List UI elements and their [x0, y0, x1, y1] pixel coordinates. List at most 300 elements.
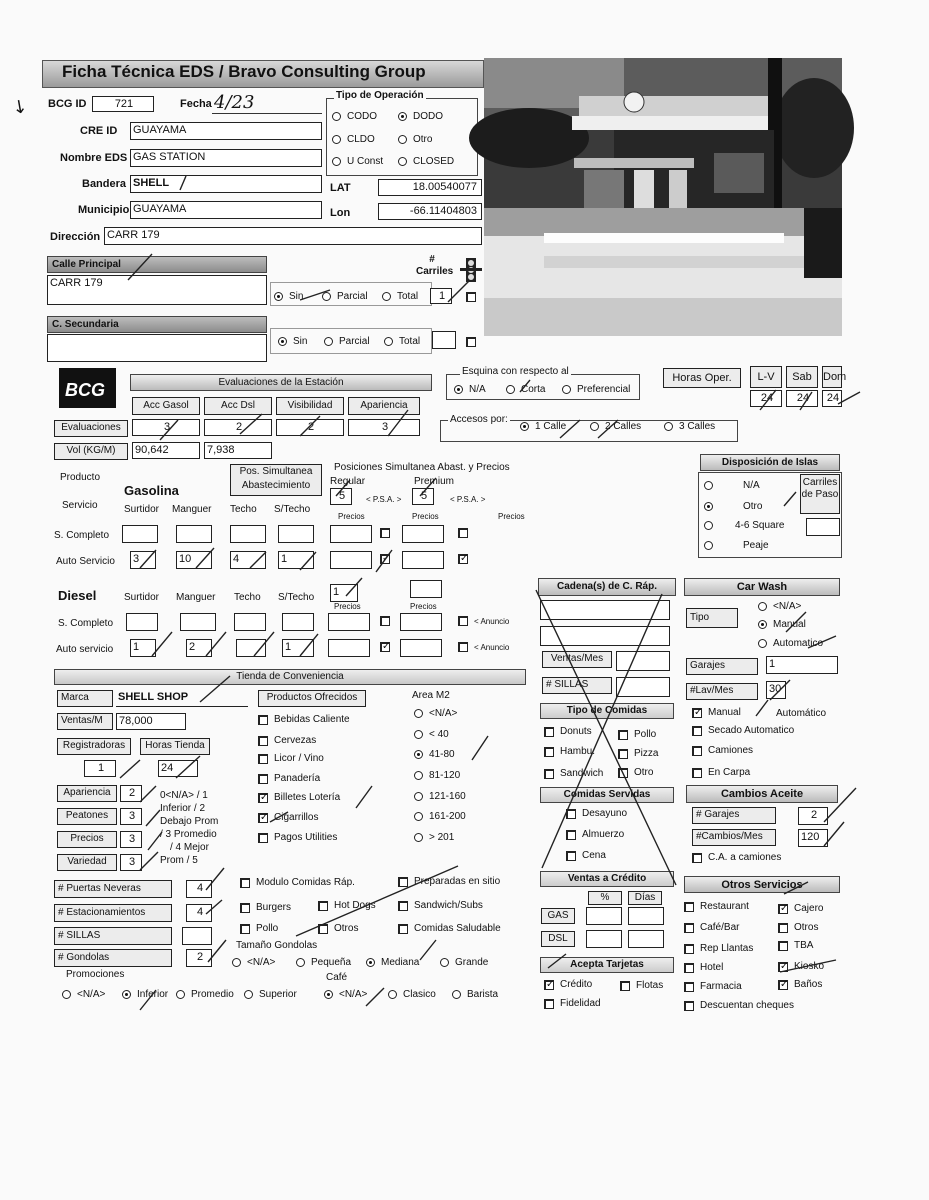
- checkbox-icon: [544, 747, 554, 757]
- dsl-s-completo-label: S. Completo: [58, 618, 114, 629]
- radio-icon: [414, 812, 423, 821]
- cafe-na[interactable]: <N/A>: [324, 989, 367, 1000]
- accesos-3calles[interactable]: 3 Calles: [664, 421, 715, 432]
- calle-secundaria-field[interactable]: [47, 334, 267, 362]
- radio-icon: [382, 292, 391, 301]
- bcg-id-label: BCG ID: [48, 98, 87, 110]
- calle-principal-header: Calle Principal: [47, 256, 267, 273]
- gas-as-techo[interactable]: 4: [230, 551, 266, 569]
- credito-gas-dias[interactable]: [628, 907, 664, 925]
- dsl-sc-precio-2[interactable]: [400, 613, 442, 631]
- col-stecho: S/Techo: [274, 504, 311, 515]
- cadena-ventas-label: Ventas/Mes: [542, 651, 612, 668]
- radio-icon: [384, 337, 393, 346]
- gas-sc-premium-anuncio[interactable]: [458, 528, 468, 538]
- radio-selected-icon: [520, 422, 529, 431]
- nombre-field[interactable]: GAS STATION: [130, 149, 322, 167]
- dsl-sc-stecho[interactable]: [282, 613, 314, 631]
- checkbox-icon: [566, 809, 576, 819]
- servicio-farmacia[interactable]: Farmacia: [684, 981, 742, 992]
- radio-selected-icon: [704, 502, 713, 511]
- calle-principal-checkbox[interactable]: [466, 292, 476, 302]
- carriles-secundaria-field[interactable]: [432, 331, 456, 349]
- area-81-120[interactable]: 81-120: [414, 770, 460, 781]
- tienda-header: Tienda de Conveniencia: [54, 669, 526, 685]
- carwash-lav-field[interactable]: 30: [766, 681, 786, 699]
- bandera-field[interactable]: SHELL: [130, 175, 322, 193]
- dsl-col-manguer: Manguer: [176, 592, 216, 603]
- eval-acc-dsl[interactable]: 2: [204, 419, 272, 436]
- tipo-op-cldo[interactable]: CLDO: [332, 134, 375, 145]
- dsl-as-precio-2[interactable]: [400, 639, 442, 657]
- dsl-sc-precio[interactable]: [328, 613, 370, 631]
- esquina-preferencial[interactable]: Preferencial: [562, 384, 630, 395]
- fecha-label: Fecha: [180, 98, 212, 110]
- gas-as-premium-anuncio[interactable]: ✓: [460, 553, 469, 564]
- radio-selected-icon: [758, 620, 767, 629]
- dsl-sc-techo[interactable]: [234, 613, 266, 631]
- cafe-barista[interactable]: Barista: [452, 989, 498, 1000]
- anuncio-label-1: < Anuncio: [474, 617, 510, 626]
- checkbox-icon: [684, 902, 694, 912]
- calle-principal-field[interactable]: CARR 179: [47, 275, 267, 305]
- checkbox-checked-icon: ✓: [694, 706, 703, 718]
- checkbox-icon: [240, 924, 250, 934]
- area-lt40[interactable]: < 40: [414, 729, 449, 740]
- comida-hotdogs[interactable]: Hot Dogs: [318, 900, 376, 911]
- traffic-light-icon: [460, 258, 482, 285]
- direccion-field[interactable]: CARR 179: [104, 227, 482, 245]
- horas-tienda-field[interactable]: 24: [158, 760, 198, 777]
- radio-icon: [388, 990, 397, 999]
- eval-apariencia[interactable]: 3: [348, 419, 420, 436]
- servida-almuerzo[interactable]: Almuerzo: [566, 829, 624, 840]
- area-121-160[interactable]: 121-160: [414, 791, 466, 802]
- station-photo: [484, 58, 842, 336]
- aceite-cambios-label: #Cambios/Mes: [692, 829, 776, 846]
- servicio-kiosko[interactable]: ✓ Kiosko: [780, 960, 825, 972]
- dsl-col-techo: Techo: [234, 592, 261, 603]
- cadena-field-2[interactable]: [540, 626, 670, 646]
- radio-icon: [440, 958, 449, 967]
- cadena-hamburg[interactable]: Hambu.: [544, 746, 595, 757]
- puertas-field[interactable]: 4: [186, 880, 212, 898]
- row-evaluaciones-label: Evaluaciones: [54, 420, 128, 437]
- vol-gasol[interactable]: 90,642: [132, 442, 200, 459]
- area-title: Area M2: [412, 690, 450, 701]
- dsl-sc-surtidor[interactable]: [126, 613, 158, 631]
- radio-icon: [506, 385, 515, 394]
- carwash-lav-label: #Lav/Mes: [686, 683, 758, 700]
- tarjeta-flotas[interactable]: Flotas: [620, 980, 663, 991]
- cadena-pizza[interactable]: Pizza: [618, 748, 658, 759]
- lat-label: LAT: [330, 182, 351, 194]
- diesel-title: Diesel: [58, 588, 97, 603]
- gas-premium-psa[interactable]: 5: [412, 488, 434, 505]
- calle-secundaria-header: C. Secundaria: [47, 316, 267, 333]
- precios-label-3: Precios: [498, 512, 525, 521]
- rating-precios[interactable]: 3: [120, 831, 142, 848]
- tarjeta-credito[interactable]: ✓ Crédito: [546, 978, 593, 990]
- cadena-sillas-field[interactable]: [616, 677, 670, 697]
- radio-icon: [562, 385, 571, 394]
- marca-field[interactable]: SHELL SHOP: [116, 690, 248, 707]
- credito-dsl-dias[interactable]: [628, 930, 664, 948]
- rating-variedad[interactable]: 3: [120, 854, 142, 871]
- disposicion-peaje[interactable]: Peaje: [704, 540, 769, 551]
- aceite-header: Cambios Aceite: [686, 785, 838, 803]
- cadena-pollo[interactable]: Pollo: [618, 729, 656, 740]
- estacionamientos-label: # Estacionamientos: [54, 904, 172, 922]
- registradoras-label: Registradoras: [57, 738, 131, 755]
- col-visibilidad: Visibilidad: [276, 397, 344, 415]
- producto-label: Producto: [60, 472, 101, 483]
- disposicion-na[interactable]: N/A: [704, 480, 760, 491]
- ventas-field[interactable]: 78,000: [116, 713, 186, 730]
- dsl-as-precio[interactable]: [328, 639, 370, 657]
- carwash-garajes-field[interactable]: 1: [766, 656, 838, 674]
- col-acc-gasol: Acc Gasol: [132, 397, 200, 415]
- carriles-principal-field[interactable]: 1: [430, 288, 452, 304]
- cadena-donuts[interactable]: Donuts: [544, 726, 592, 737]
- dsl-as-stecho[interactable]: 1: [282, 639, 314, 657]
- producto-licor[interactable]: Licor / Vino: [258, 753, 324, 764]
- checkbox-icon: [692, 726, 702, 736]
- calle-principal-parcial[interactable]: Parcial: [322, 291, 368, 302]
- comida-sandwich[interactable]: Sandwich/Subs: [398, 900, 483, 911]
- servicio-hotel[interactable]: Hotel: [684, 962, 723, 973]
- horas-lv-label: L-V: [750, 366, 782, 388]
- esquina-na[interactable]: N/A: [454, 384, 486, 395]
- pos-precios-label: Posiciones Simultanea Abast. y Precios: [334, 462, 510, 473]
- carwash-carpa[interactable]: En Carpa: [692, 767, 750, 778]
- radio-icon: [332, 112, 341, 121]
- scale-line-5: / 4 Mejor: [170, 842, 209, 853]
- tipo-op-codo[interactable]: CODO: [332, 111, 377, 122]
- comida-saludable[interactable]: Comidas Saludable: [398, 923, 501, 934]
- accesos-1calle[interactable]: 1 Calle: [520, 421, 566, 432]
- col-apariencia: Apariencia: [348, 397, 420, 415]
- dsl-auto-servicio-label: Auto servicio: [56, 644, 114, 655]
- cre-id-field[interactable]: GUAYAMA: [130, 122, 322, 140]
- calle-secundaria-sin[interactable]: Sin: [278, 336, 307, 347]
- evaluaciones-header: Evaluaciones de la Estación: [130, 374, 432, 391]
- comida-pollo[interactable]: Pollo: [240, 923, 278, 934]
- carwash-manual-cb[interactable]: ✓ Manual: [694, 706, 741, 718]
- esquina-corta[interactable]: Corta: [506, 384, 545, 395]
- carwash-na[interactable]: <N/A>: [758, 601, 801, 612]
- gas-as-surtidor[interactable]: 3: [130, 551, 156, 569]
- producto-cigarrillos[interactable]: ✓ Cigarrillos: [260, 811, 319, 823]
- dsl-psa[interactable]: 1: [330, 584, 358, 602]
- servicio-banos[interactable]: ✓ Baños: [780, 978, 823, 990]
- checkbox-icon: [618, 768, 628, 778]
- radio-icon: [414, 771, 423, 780]
- tamano-grande[interactable]: Grande: [440, 957, 488, 968]
- precios-label-2: Precios: [412, 512, 439, 521]
- producto-cervezas[interactable]: Cervezas: [258, 735, 316, 746]
- checkbox-checked-icon: ✓: [780, 902, 789, 914]
- scale-line-6: Prom / 5: [160, 855, 198, 866]
- credito-dias-label: Días: [628, 891, 662, 905]
- servicio-tba[interactable]: TBA: [778, 940, 813, 951]
- eval-visibilidad[interactable]: 2: [276, 419, 344, 436]
- scale-line-2: Inferior / 2: [160, 803, 206, 814]
- accesos-2calles[interactable]: 2 Calles: [590, 421, 641, 432]
- cadena-otro[interactable]: Otro: [618, 767, 653, 778]
- cadena-ventas-field[interactable]: [616, 651, 670, 671]
- carwash-manual[interactable]: Manual: [758, 619, 806, 630]
- servicio-restaurant[interactable]: Restaurant: [684, 901, 749, 912]
- gas-as-regular-precio[interactable]: [330, 551, 372, 569]
- cafe-clasico[interactable]: Clasico: [388, 989, 436, 1000]
- tamano-na[interactable]: <N/A>: [232, 957, 275, 968]
- checkbox-icon: [258, 736, 268, 746]
- bcg-id-field[interactable]: 721: [92, 96, 154, 112]
- radio-selected-icon: [278, 337, 287, 346]
- disposicion-otro[interactable]: Otro: [704, 501, 762, 512]
- checkbox-icon: [684, 982, 694, 992]
- cre-id-label: CRE ID: [80, 125, 118, 137]
- radio-icon: [398, 135, 407, 144]
- dsl-as-anuncio-2[interactable]: [458, 642, 468, 652]
- checkbox-icon: [618, 730, 628, 740]
- rating-apariencia[interactable]: 2: [120, 785, 142, 802]
- calle-secundaria-checkbox[interactable]: [466, 337, 476, 347]
- col-acc-dsl: Acc Dsl: [204, 397, 272, 415]
- calle-secundaria-total[interactable]: Total: [384, 336, 420, 347]
- tipo-op-dodo[interactable]: DODO: [398, 111, 443, 122]
- checkbox-checked-icon: ✓: [260, 811, 269, 823]
- tamano-pequena[interactable]: Pequeña: [296, 957, 351, 968]
- dsl-as-manguer[interactable]: 2: [186, 639, 212, 657]
- credito-gas-pct[interactable]: [586, 907, 622, 925]
- horas-dom-value[interactable]: 24: [822, 390, 842, 407]
- gas-sc-stecho[interactable]: [278, 525, 314, 543]
- gas-as-premium-precio[interactable]: [402, 551, 444, 569]
- carriles-paso-label: Carriles de Paso: [800, 474, 840, 514]
- estacionamientos-field[interactable]: 4: [186, 904, 212, 922]
- radio-icon: [414, 709, 423, 718]
- credito-dsl-pct[interactable]: [586, 930, 622, 948]
- municipio-field[interactable]: GUAYAMA: [130, 201, 322, 219]
- checkbox-icon: [258, 833, 268, 843]
- lat-field[interactable]: 18.00540077: [378, 179, 482, 196]
- premium-label: Premium: [414, 476, 455, 487]
- aceite-cambios-field[interactable]: 120: [798, 829, 828, 847]
- checkbox-icon: [544, 727, 554, 737]
- carwash-camiones[interactable]: Camiones: [692, 745, 753, 756]
- dsl-precios-label-2: Precios: [410, 602, 437, 611]
- eval-acc-gasol[interactable]: 3: [132, 419, 200, 436]
- scale-line-1: 0<N/A> / 1: [160, 790, 208, 801]
- checkbox-icon: [620, 981, 630, 991]
- dsl-sc-anuncio-2[interactable]: [458, 616, 468, 626]
- gas-sc-regular-precio[interactable]: [330, 525, 372, 543]
- carwash-automatico-cb-label: Automático: [776, 708, 827, 719]
- gas-sc-regular-anuncio[interactable]: [380, 528, 390, 538]
- carriles-label: # Carriles: [416, 254, 454, 277]
- promo-superior[interactable]: Superior: [244, 989, 297, 1000]
- scale-line-4: / 3 Promedio: [160, 829, 217, 840]
- puertas-label: # Puertas Neveras: [54, 880, 172, 898]
- gas-auto-servicio-label: Auto Servicio: [56, 556, 115, 567]
- checkbox-icon: [398, 877, 408, 887]
- ventas-label: Ventas/M: [57, 713, 113, 730]
- dsl-col-stecho: S/Techo: [278, 592, 315, 603]
- gas-s-completo-label: S. Completo: [54, 530, 110, 541]
- checkbox-icon: [684, 923, 694, 933]
- horas-oper-label: Horas Oper.: [663, 368, 741, 388]
- area-gt201[interactable]: > 201: [414, 832, 454, 843]
- gas-as-manguer[interactable]: 10: [176, 551, 212, 569]
- area-41-80[interactable]: 41-80: [414, 749, 455, 760]
- radio-icon: [704, 541, 713, 550]
- comida-otros[interactable]: Otros: [318, 923, 358, 934]
- otros-servicios-header: Otros Servicios: [684, 876, 840, 893]
- servicio-cheques[interactable]: Descuentan cheques: [684, 1000, 794, 1011]
- gas-sc-techo[interactable]: [230, 525, 266, 543]
- dsl-as-techo[interactable]: [236, 639, 266, 657]
- producto-bebidas[interactable]: Bebidas Caliente: [258, 714, 350, 725]
- nombre-label: Nombre EDS: [60, 152, 128, 164]
- gondolas-field[interactable]: 2: [186, 949, 212, 967]
- gas-sc-premium-precio[interactable]: [402, 525, 444, 543]
- servicio-cafebar[interactable]: Café/Bar: [684, 922, 739, 933]
- checkbox-icon: [258, 774, 268, 784]
- horas-sab-value[interactable]: 24: [786, 390, 818, 407]
- modulo-comidas[interactable]: Modulo Comidas Ráp.: [240, 877, 355, 888]
- checkbox-checked-icon: ✓: [260, 791, 269, 803]
- cafe-label: Café: [326, 972, 348, 983]
- tamano-mediana[interactable]: Mediana: [366, 957, 419, 968]
- cadena-sandwich[interactable]: Sandwich: [544, 768, 603, 779]
- area-na[interactable]: <N/A>: [414, 708, 457, 719]
- disposicion-square[interactable]: 4-6 Square: [704, 520, 784, 531]
- cadena-field-1[interactable]: [540, 600, 670, 620]
- tarjeta-fidelidad[interactable]: Fidelidad: [544, 998, 601, 1009]
- dsl-sc-manguer[interactable]: [180, 613, 216, 631]
- checkbox-icon: [692, 768, 702, 778]
- direccion-label: Dirección: [50, 231, 101, 243]
- comidas-servidas-header: Comidas Servidas: [540, 787, 674, 803]
- rating-peatones[interactable]: 3: [120, 808, 142, 825]
- servida-cena[interactable]: Cena: [566, 850, 606, 861]
- bandera-label: Bandera: [82, 178, 127, 190]
- pos-sim-label: Pos. Simultanea Abastecimiento: [230, 464, 322, 496]
- rating-peatones-label: Peatones: [57, 808, 117, 825]
- gas-sc-manguer[interactable]: [176, 525, 212, 543]
- radio-icon: [758, 602, 767, 611]
- tamano-label: Tamaño Gondolas: [236, 940, 318, 951]
- calle-principal-total[interactable]: Total: [382, 291, 418, 302]
- col-surtidor: Surtidor: [124, 504, 160, 515]
- tipo-op-closed[interactable]: CLOSED: [398, 156, 454, 167]
- regular-label: Regular: [330, 476, 366, 487]
- carwash-secado[interactable]: Secado Automatico: [692, 725, 794, 736]
- checkbox-icon: [544, 769, 554, 779]
- radio-selected-icon: [414, 750, 423, 759]
- sillas-label: # SILLAS: [54, 927, 172, 945]
- promo-promedio[interactable]: Promedio: [176, 989, 234, 1000]
- horas-lv-value[interactable]: 24: [750, 390, 782, 407]
- producto-pagos[interactable]: Pagos Utilities: [258, 832, 337, 843]
- horas-sab-label: Sab: [786, 366, 818, 388]
- producto-panaderia[interactable]: Panadería: [258, 773, 320, 784]
- radio-selected-icon: [122, 990, 131, 999]
- servida-desayuno[interactable]: Desayuno: [566, 808, 627, 819]
- sillas-field[interactable]: [182, 927, 212, 945]
- calle-principal-sin[interactable]: Sin: [274, 291, 303, 302]
- gasolina-title: Gasolina: [124, 483, 179, 498]
- radio-selected-icon: [454, 385, 463, 394]
- tipo-comidas-header: Tipo de Comidas: [540, 703, 674, 719]
- gas-as-stecho[interactable]: 1: [278, 551, 314, 569]
- radio-icon: [332, 135, 341, 144]
- gas-as-regular-anuncio[interactable]: ✓: [382, 553, 391, 564]
- dsl-sc-anuncio-1[interactable]: [380, 616, 390, 626]
- radio-icon: [414, 833, 423, 842]
- radio-selected-icon: [324, 990, 333, 999]
- dsl-psa-2[interactable]: [410, 580, 442, 598]
- checkbox-icon: [258, 715, 268, 725]
- cadena-header: Cadena(s) de C. Ráp.: [538, 578, 676, 596]
- vol-dsl[interactable]: 7,938: [204, 442, 272, 459]
- checkbox-icon: [240, 878, 250, 888]
- checkbox-checked-icon: ✓: [780, 960, 789, 972]
- aceite-garajes-label: # Garajes: [692, 807, 776, 824]
- fecha-value[interactable]: 4/23: [214, 92, 255, 113]
- comida-burgers[interactable]: Burgers: [240, 902, 291, 913]
- carwash-automatico[interactable]: Automatico: [758, 638, 823, 649]
- rating-apariencia-label: Apariencia: [57, 785, 117, 802]
- calle-secundaria-parcial[interactable]: Parcial: [324, 336, 370, 347]
- checkbox-checked-icon: ✓: [780, 978, 789, 990]
- comida-preparadas[interactable]: Preparadas en sitio: [398, 876, 500, 887]
- carwash-header: Car Wash: [684, 578, 840, 596]
- area-161-200[interactable]: 161-200: [414, 811, 466, 822]
- checkbox-icon: [778, 923, 788, 933]
- promo-inferior[interactable]: Inferior: [122, 989, 168, 1000]
- radio-icon: [232, 958, 241, 967]
- dsl-as-anuncio-1[interactable]: ✓: [382, 641, 391, 652]
- precios-label-1: Precios: [338, 512, 365, 521]
- aceite-garajes-field[interactable]: 2: [798, 807, 828, 825]
- gas-sc-surtidor[interactable]: [122, 525, 158, 543]
- dsl-as-surtidor[interactable]: 1: [130, 639, 156, 657]
- checkbox-icon: [566, 851, 576, 861]
- checkbox-checked-icon: ✓: [546, 978, 555, 990]
- servicio-llantas[interactable]: Rep Llantas: [684, 943, 753, 954]
- bcg-logo-text: BCG: [65, 380, 105, 400]
- tipo-op-otro[interactable]: Otro: [398, 134, 432, 145]
- gas-regular-psa[interactable]: 5: [330, 488, 352, 505]
- aceite-camiones[interactable]: C.A. a camiones: [692, 852, 781, 863]
- promo-na[interactable]: <N/A>: [62, 989, 105, 1000]
- servicio-cajero[interactable]: ✓ Cajero: [780, 902, 824, 914]
- radio-selected-icon: [274, 292, 283, 301]
- checkbox-icon: [398, 901, 408, 911]
- servicio-otros[interactable]: Otros: [778, 922, 818, 933]
- psa-label-2: < P.S.A. >: [450, 495, 486, 504]
- tipo-op-uconst[interactable]: U Const: [332, 156, 383, 167]
- carriles-paso-field[interactable]: [806, 518, 840, 536]
- rating-precios-label: Precios: [57, 831, 117, 848]
- producto-billetes[interactable]: ✓ Billetes Lotería: [260, 791, 341, 803]
- registradoras-field[interactable]: 1: [84, 760, 116, 777]
- rating-variedad-label: Variedad: [57, 854, 117, 871]
- lon-field[interactable]: -66.11404803: [378, 203, 482, 220]
